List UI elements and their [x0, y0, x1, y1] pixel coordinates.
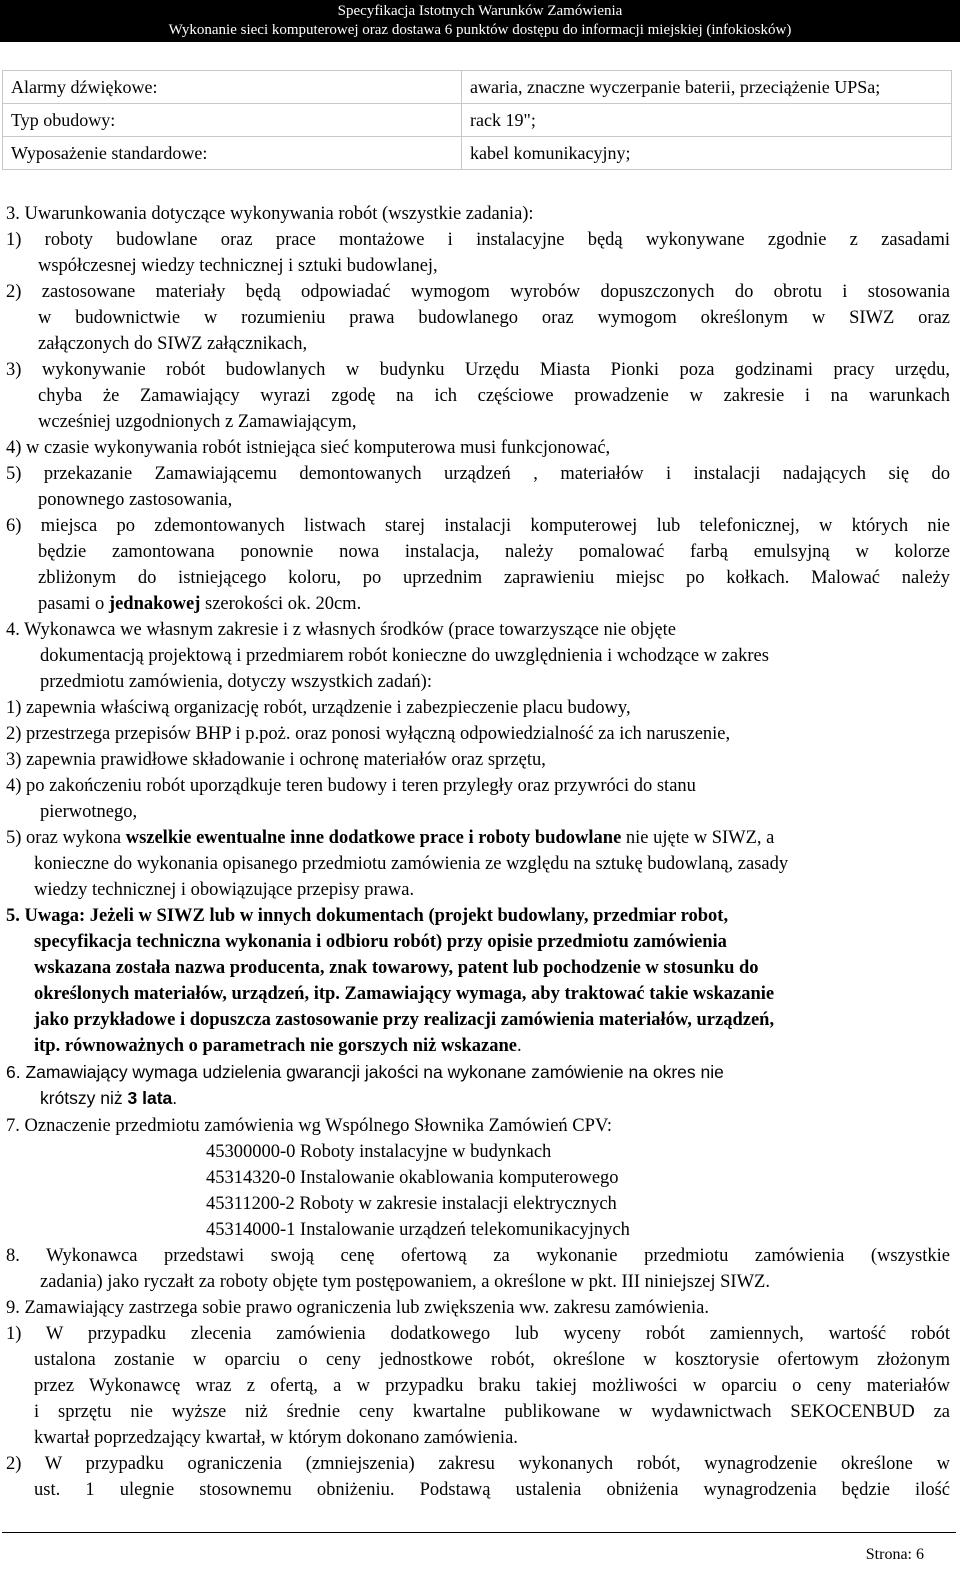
table-cell-value: rack 19";	[462, 104, 952, 137]
header-subtitle: Wykonanie sieci komputerowej oraz dostawa 6 punktów dostępu do informacji miejskiej (infokiosków)	[168, 22, 792, 38]
text-run: 5) oraz wykona	[6, 828, 126, 848]
text-line	[34, 1035, 522, 1057]
text-line: ust. 1 ulegnie stosownemu obniżeniu. Podstawą ustalenia obniżenia wynagrodzenia będzie ilość	[34, 1480, 950, 1500]
header-title: Specyfikacja Istotnych Warunków Zamówienia	[337, 3, 623, 19]
text-line: przedmiotu zamówienia, dotyczy wszystkich zadań):	[40, 672, 432, 692]
text-line: 1) W przypadku zlecenia zamówienia dodatkowego lub wyceny robót zamiennych, wartość robót	[6, 1324, 950, 1344]
text-line	[40, 1087, 177, 1109]
table-cell-label: Typ obudowy:	[3, 104, 462, 137]
text-line: przez Wykonawcę wraz z ofertą, a w przypadku braku takiej możliwości w oparciu o ceny materiałów	[34, 1376, 950, 1396]
section-3-heading: 3. Uwarunkowania dotyczące wykonywania robót (wszystkie zadania):	[6, 204, 534, 224]
text-line: dokumentacją projektową i przedmiarem robót konieczne do uwzględnienia i wchodzące w zakres	[40, 646, 769, 666]
table-cell-value: kabel komunikacyjny;	[462, 137, 952, 170]
section-7-heading: 7. Oznaczenie przedmiotu zamówienia wg Wspólnego Słownika Zamówień CPV:	[6, 1116, 613, 1136]
table-cell-value: awaria, znaczne wyczerpanie baterii, przeciążenie UPSa;	[462, 71, 952, 104]
text-line: 2) W przypadku ograniczenia (zmniejszenia) zakresu wykonanych robót, wynagrodzenie określone w	[6, 1454, 950, 1474]
text-line: jako przykładowe i dopuszcza zastosowanie przy realizacji zamówienia materiałów, urządzeń,	[34, 1010, 775, 1030]
text-line: specyfikacja techniczna wykonania i odbioru robót) przy opisie przedmiotu zamówienia	[34, 932, 727, 952]
text-run-bold: jednakowej	[108, 594, 201, 614]
text-line: ponownego zastosowania,	[38, 490, 233, 510]
text-line: współczesnej wiedzy technicznej i sztuki budowlanej,	[38, 256, 438, 276]
text-line: kwartał poprzedzający kwartał, w którym dokonano zamówienia.	[34, 1428, 518, 1448]
section-6-heading: 6. Zamawiający wymaga udzielenia gwarancji jakości na wykonane zamówienie na okres nie	[6, 1062, 724, 1082]
text-line: pierwotnego,	[40, 802, 138, 822]
text-line: 5) przekazanie Zamawiającemu demontowanych urządzeń , materiałów i instalacji nadających się do	[6, 464, 950, 484]
text-line: określonych materiałów, urządzeń, itp. Zamawiający wymaga, aby traktować takie wskazanie	[34, 984, 775, 1004]
text-line: wcześniej uzgodnionych z Zamawiającym,	[38, 412, 357, 432]
text-run-bold: itp. równoważnych o parametrach nie gorszych niż wskazane	[34, 1036, 518, 1056]
table-cell-label: Alarmy dźwiękowe:	[3, 71, 462, 104]
text-line: 1) roboty budowlane oraz prace montażowe i instalacyjne będą wykonywane zgodnie z zasadami	[6, 230, 950, 250]
table-cell-label: Wyposażenie standardowe:	[3, 137, 462, 170]
page-number: Strona: 6	[865, 1546, 924, 1563]
text-run-bold: wszelkie ewentualne inne dodatkowe prace i roboty budowlane	[125, 828, 622, 848]
text-line: wskazana została nazwa producenta, znak towarowy, patent lub pochodzenie w stosunku do	[34, 958, 759, 978]
text-line: zadania) jako ryczałt za roboty objęte tym postępowaniem, a określone w pkt. III niniejszej SIWZ.	[40, 1272, 770, 1292]
cpv-code: 45311200-2 Roboty w zakresie instalacji elektrycznych	[206, 1194, 617, 1214]
text-line: 4) w czasie wykonywania robót istniejąca sieć komputerowa musi funkcjonować,	[6, 438, 611, 458]
cpv-code: 45314320-0 Instalowanie okablowania komputerowego	[206, 1168, 619, 1188]
text-line: chyba że Zamawiający wyrazi zgodę na ich częściowe prowadzenie w zakresie i na warunkach	[38, 386, 950, 406]
cpv-code: 45314000-1 Instalowanie urządzeń telekomunikacyjnych	[206, 1220, 630, 1240]
text-line: 2) zastosowane materiały będą odpowiadać wymogom wyrobów dopuszczonych do obrotu i stosowania	[6, 282, 950, 302]
footer-divider	[2, 1532, 956, 1533]
text-line	[38, 593, 361, 615]
text-line: 4) po zakończeniu robót uporządkuje teren budowy i teren przyległy oraz przywróci do stanu	[6, 776, 696, 796]
text-line: i sprzętu nie wyższe niż średnie ceny kwartalne publikowane w wydawnictwach SEKOCENBUD za	[34, 1402, 950, 1422]
section-9-heading: 9. Zamawiający zastrzega sobie prawo ograniczenia lub zwiększenia ww. zakresu zamówienia.	[6, 1298, 710, 1318]
text-run: .	[517, 1036, 522, 1056]
text-line: konieczne do wykonania opisanego przedmiotu zamówienia ze względu na sztukę budowlaną, zasady	[34, 854, 789, 874]
text-line: wiedzy technicznej i obowiązujące przepisy prawa.	[34, 880, 415, 900]
text-line: 3) zapewnia prawidłowe składowanie i ochronę materiałów oraz sprzętu,	[6, 750, 546, 770]
section-8-heading: 8. Wykonawca przedstawi swoją cenę ofertową za wykonanie przedmiotu zamówienia (wszystkie	[6, 1246, 950, 1266]
text-run: pasami o	[38, 594, 109, 614]
text-run: nie ujęte w SIWZ, a	[621, 828, 775, 848]
cpv-code: 45300000-0 Roboty instalacyjne w budynkach	[206, 1142, 552, 1162]
text-run: szerokości ok. 20cm.	[200, 594, 362, 614]
text-line: 1) zapewnia właściwą organizację robót, urządzenie i zabezpieczenie placu budowy,	[6, 698, 631, 718]
text-line: zbliżonym do istniejącego koloru, po uprzednim zaprawieniu miejsc po kołkach. Malować należy	[38, 568, 950, 588]
text-line: załączonych do SIWZ załącznikach,	[38, 334, 308, 354]
text-line: 2) przestrzega przepisów BHP i p.poż. oraz ponosi wyłączną odpowiedzialność za ich naruszenie,	[6, 724, 731, 744]
section-4-heading: 4. Wykonawca we własnym zakresie i z własnych środków (prace towarzyszące nie objęte	[6, 620, 676, 640]
text-line: 6) miejsca po zdemontowanych listwach starej instalacji komputerowej lub telefonicznej, w których nie	[6, 516, 950, 536]
text-run: krótszy niż	[40, 1088, 128, 1108]
text-line: 3) wykonywanie robót budowlanych w budynku Urzędu Miasta Pionki poza godzinami pracy urzędu,	[6, 360, 950, 380]
section-5-heading: 5. Uwaga: Jeżeli w SIWZ lub w innych dokumentach (projekt budowlany, przedmiar robot,	[6, 906, 729, 926]
text-line: ustalona zostanie w oparciu o ceny jednostkowe robót, określone w kosztorysie ofertowym złożonym	[34, 1350, 950, 1370]
text-line	[6, 827, 774, 849]
text-line: w budownictwie w rozumieniu prawa budowlanego oraz wymogom określonym w SIWZ oraz	[38, 308, 950, 328]
text-run: .	[172, 1088, 178, 1108]
text-line: będzie zamontowana ponownie nowa instalacja, należy pomalować farbą emulsyjną w kolorze	[38, 542, 950, 562]
text-run-bold: 3 lata	[127, 1088, 173, 1108]
